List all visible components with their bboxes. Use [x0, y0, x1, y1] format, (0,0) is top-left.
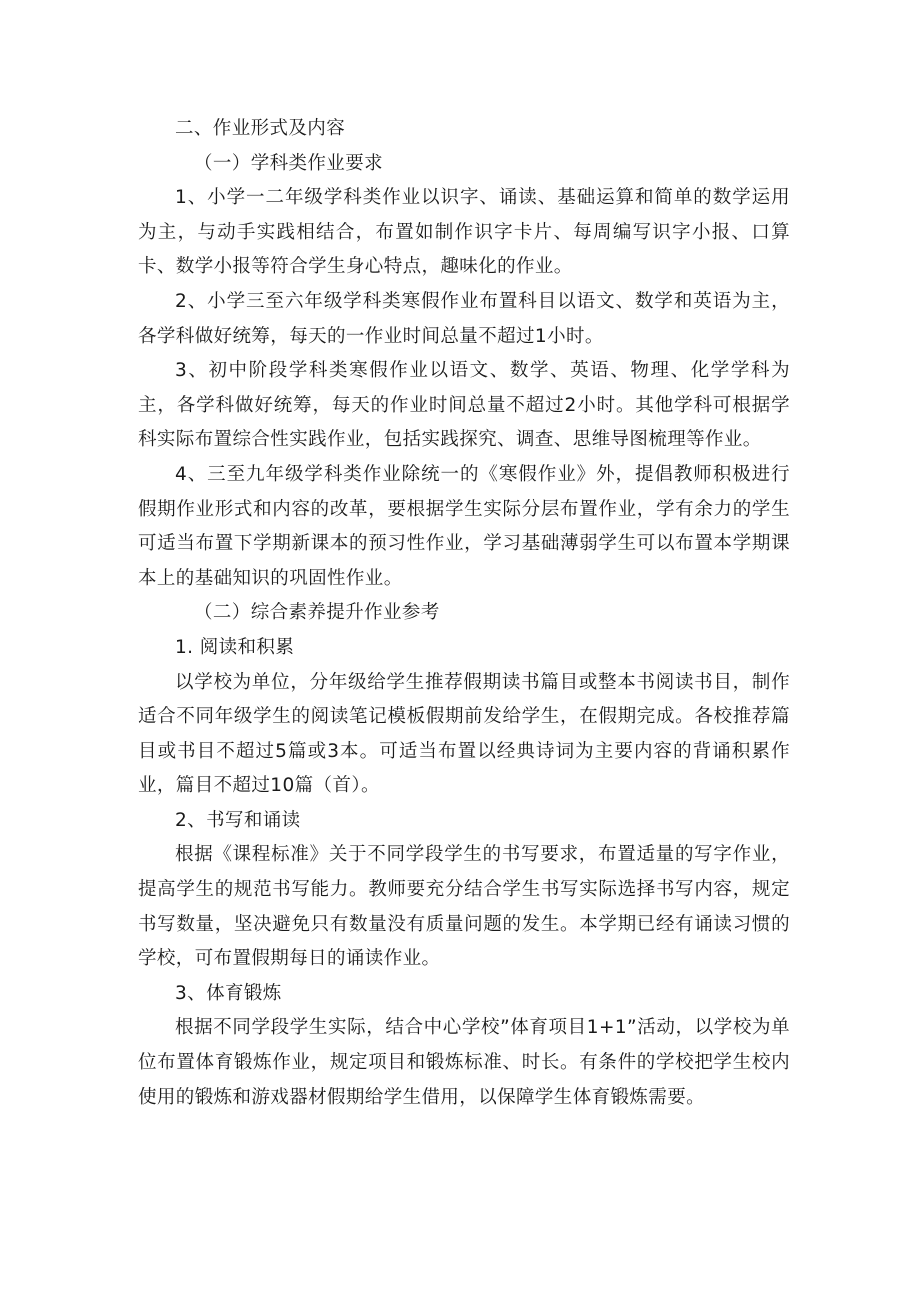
section-title: 二、作业形式及内容 [175, 118, 346, 139]
subsection-title-1: （一）学科类作业要求 [194, 152, 384, 174]
paragraph-item-4: 4、三至九年级学科类作业除统一的《寒假作业》外，提倡教师积极进行假期作业形式和内容的改革，要根据学生实际分层布置作业，学有余力的学生可适当布置下学期新课本的预习性作业，学习基础薄弱学生可以布置本学期课本上的基础知识的巩固性作业。 [138, 463, 790, 589]
subsection-title-2: （二）综合素养提升作业参考 [194, 602, 440, 624]
paragraph-item-1: 1、小学一二年级学科类作业以识字、诵读、基础运算和简单的数学运用为主，与动手实践相结合，布置如制作识字卡片、每周编写识字小报、口算卡、数学小报等符合学生身心特点，趣味化的作业。 [138, 187, 790, 278]
paragraph-reading: 以学校为单位，分年级给学生推荐假期读书篇目或整本书阅读书目，制作适合不同年级学生的阅读笔记模板假期前发给学生，在假期完成。各校推荐篇目或书目不超过5篇或3本。可适当布置以经典诗词为主要内容的背诵积累作业，篇目不超过10篇（首）。 [138, 671, 790, 797]
paragraph-item-2: 2、小学三至六年级学科类寒假作业布置科目以语文、数学和英语为主，各学科做好统筹，每天的一作业时间总量不超过1小时。 [138, 290, 790, 347]
paragraph-sports: 根据不同学段学生实际，结合中心学校”体育项目1+1”活动，以学校为单位布置体育锻炼作业，规定项目和锻炼标准、时长。有条件的学校把学生校内使用的锻炼和游戏器材假期给学生借用，以保障学生体育锻炼需要。 [138, 1017, 790, 1108]
paragraph-item-3: 3、初中阶段学科类寒假作业以语文、数学、英语、物理、化学学科为主，各学科做好统筹，每天的作业时间总量不超过2小时。其他学科可根据学科实际布置综合性实践作业，包括实践探究、调查、思维导图梳理等作业。 [138, 360, 790, 451]
paragraph-writing: 根据《课程标准》关于不同学段学生的书写要求，布置适量的写字作业，提高学生的规范书写能力。教师要充分结合学生书写实际选择书写内容，规定书写数量，坚决避免只有数量没有质量问题的发生。本学期已经有诵读习惯的学校，可布置假期每日的诵读作业。 [138, 844, 790, 970]
sub-heading-sports: 3、体育锻炼 [175, 982, 282, 1004]
document-body [138, 112, 790, 1115]
sub-heading-writing: 2、书写和诵读 [175, 809, 301, 831]
sub-heading-reading: 1. 阅读和积累 [175, 636, 295, 658]
